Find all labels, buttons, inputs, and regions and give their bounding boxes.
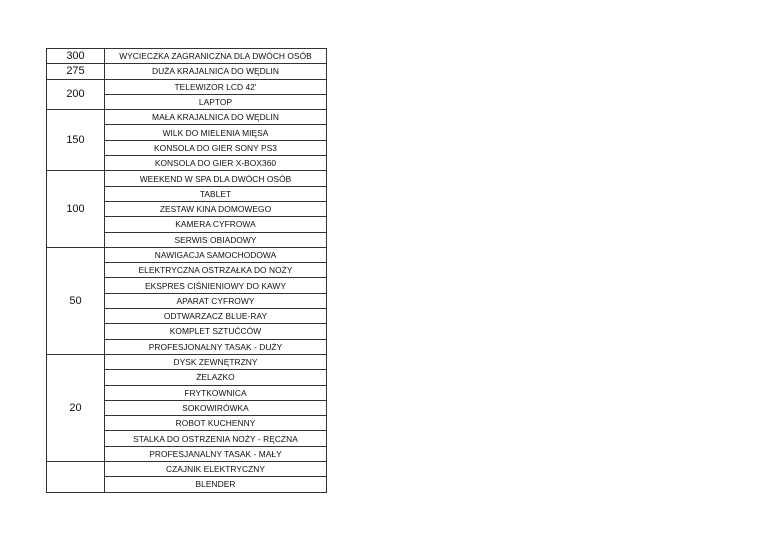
prize-points-table: [46, 48, 327, 493]
prize-cell: KOMPLET SZTUĆCÓW: [105, 324, 327, 339]
table-row: [47, 247, 327, 262]
table-row: [47, 79, 327, 94]
prize-cell: LAPTOP: [105, 94, 327, 109]
table-row: [47, 171, 327, 186]
prize-cell: KONSOLA DO GIER SONY PS3: [105, 140, 327, 155]
prize-cell: ODTWARZACZ BLUE-RAY: [105, 309, 327, 324]
prize-cell: APARAT CYFROWY: [105, 293, 327, 308]
points-cell: [47, 462, 105, 493]
table-row: [47, 462, 327, 477]
table-row: [47, 64, 327, 79]
prize-cell: ELEKTRYCZNA OSTRZAŁKA DO NOŻY: [105, 263, 327, 278]
table-row: [47, 49, 327, 64]
prize-cell: ZESTAW KINA DOMOWEGO: [105, 201, 327, 216]
prize-cell: MAŁA KRAJALNICA DO WĘDLIN: [105, 110, 327, 125]
table-row: [47, 354, 327, 369]
points-cell: 275: [47, 64, 105, 79]
prize-cell: KAMERA CYFROWA: [105, 217, 327, 232]
points-cell: 200: [47, 79, 105, 110]
prize-cell: SERWIS OBIADOWY: [105, 232, 327, 247]
prize-cell: PROFESJANALNY TASAK - MAŁY: [105, 446, 327, 461]
prize-cell: ŻELAZKO: [105, 370, 327, 385]
prize-cell: BLENDER: [105, 477, 327, 492]
prize-cell: KONSOLA DO GIER X-BOX360: [105, 156, 327, 171]
prize-cell: TELEWIZOR LCD 42': [105, 79, 327, 94]
prize-cell: WILK DO MIELENIA MIĘSA: [105, 125, 327, 140]
prize-cell: FRYTKOWNICA: [105, 385, 327, 400]
prize-cell: NAWIGACJA SAMOCHODOWA: [105, 247, 327, 262]
prize-cell: TABLET: [105, 186, 327, 201]
points-cell: 20: [47, 354, 105, 461]
prize-cell: SOKOWIRÓWKA: [105, 400, 327, 415]
prize-cell: ROBOT KUCHENNY: [105, 416, 327, 431]
prize-cell: CZAJNIK ELEKTRYCZNY: [105, 462, 327, 477]
points-cell: 50: [47, 247, 105, 354]
prize-cell: DUŻA KRAJALNICA DO WĘDLIN: [105, 64, 327, 79]
prize-cell: STALKA DO OSTRZENIA NOŻY - RĘCZNA: [105, 431, 327, 446]
prize-cell: EKSPRES CIŚNIENIOWY DO KAWY: [105, 278, 327, 293]
prize-cell: DYSK ZEWNĘTRZNY: [105, 354, 327, 369]
prize-cell: WEEKEND W SPA DLA DWÓCH OSÓB: [105, 171, 327, 186]
prize-cell: PROFESJONALNY TASAK - DUŻY: [105, 339, 327, 354]
points-cell: 150: [47, 110, 105, 171]
prize-table-body: [47, 49, 327, 493]
prize-cell: WYCIECZKA ZAGRANICZNA DLA DWÓCH OSÓB: [105, 49, 327, 64]
points-cell: 300: [47, 49, 105, 64]
points-cell: 100: [47, 171, 105, 247]
table-row: [47, 110, 327, 125]
